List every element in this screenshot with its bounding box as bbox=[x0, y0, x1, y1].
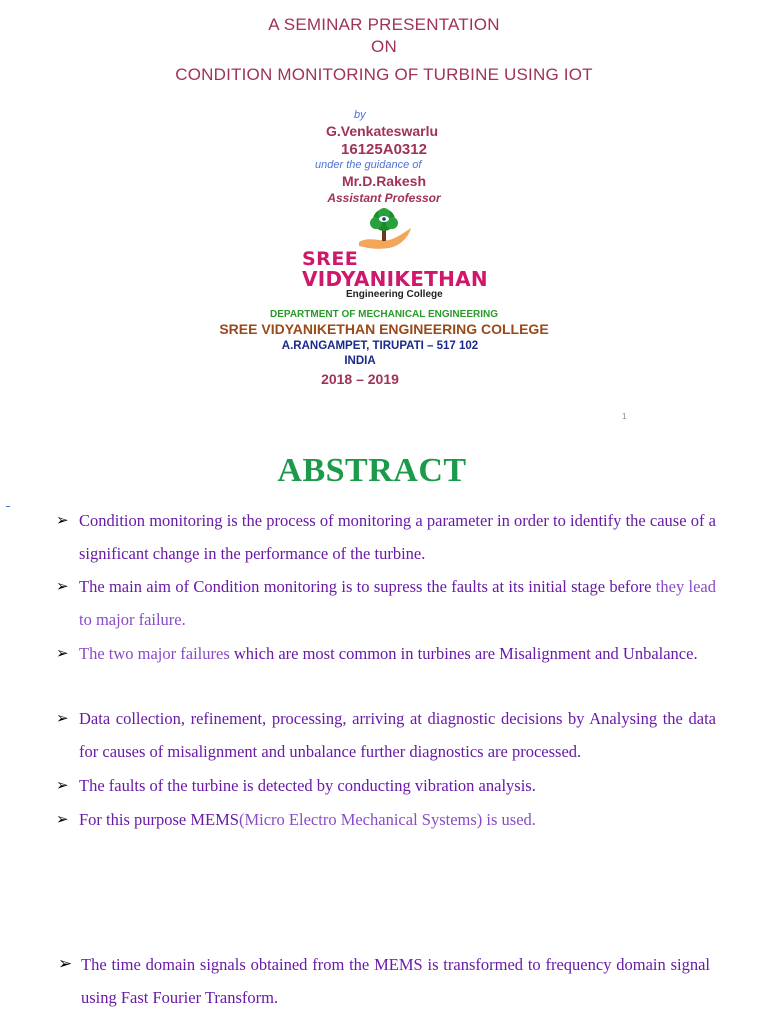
arrow-bullet-icon: ➢ bbox=[56, 709, 69, 727]
title-line-2: ON bbox=[371, 37, 397, 56]
college-address: A.RANGAMPET, TIRUPATI – 517 102 bbox=[281, 340, 479, 352]
margin-mark bbox=[6, 506, 10, 507]
abstract-bullet-3 bbox=[56, 637, 716, 670]
title-line-3: CONDITION MONITORING OF TURBINE USING IOT bbox=[175, 65, 593, 84]
abstract-bullet-5 bbox=[56, 769, 716, 802]
logo-word-vidyanikethan: VIDYANIKETHAN bbox=[302, 267, 488, 291]
bullet-text: Data collection, refinement, processing, arriving at diagnostic decisions by Analysing the data for causes of misalignment and unbalance further diagnostics are processed. bbox=[79, 709, 716, 761]
bullet-text bbox=[79, 570, 716, 636]
title-line-1: A SEMINAR PRESENTATION bbox=[268, 15, 500, 34]
bullet-text-part: (Micro Electro Mechanical Systems) is used. bbox=[238, 810, 536, 829]
roll-number: 16125A0312 bbox=[341, 141, 427, 158]
bullet-text-part: they lead to major failure. bbox=[79, 577, 717, 629]
abstract-bullet-6 bbox=[56, 803, 716, 836]
abstract-bullet-7 bbox=[58, 948, 710, 1014]
abstract-heading: ABSTRACT bbox=[277, 452, 467, 489]
college-name: SREE VIDYANIKETHAN ENGINEERING COLLEGE bbox=[219, 321, 549, 337]
logo-subtitle: Engineering College bbox=[346, 289, 443, 300]
abstract-bullet-1 bbox=[56, 504, 716, 570]
abstract-bullet-2 bbox=[56, 570, 716, 636]
page-number: 1 bbox=[622, 412, 627, 421]
academic-years: 2018 – 2019 bbox=[321, 371, 399, 387]
department: DEPARTMENT OF MECHANICAL ENGINEERING bbox=[270, 309, 498, 320]
bullet-text-part: For this purpose MEMS bbox=[79, 810, 239, 829]
bullet-text-part: which are most common in turbines are Misalignment and Unbalance. bbox=[229, 644, 698, 663]
tree-in-hand-icon bbox=[355, 206, 415, 254]
arrow-bullet-icon: ➢ bbox=[56, 511, 69, 529]
logo-word-sree: SREE bbox=[302, 248, 359, 270]
arrow-bullet-icon: ➢ bbox=[56, 577, 69, 595]
guide-name: Mr.D.Rakesh bbox=[341, 173, 427, 189]
bullet-text: The faults of the turbine is detected by conducting vibration analysis. bbox=[79, 776, 536, 795]
student-name: G.Venkateswarlu bbox=[325, 123, 439, 139]
bullet-text bbox=[79, 803, 716, 836]
bullet-text-part: The two major failures bbox=[79, 644, 230, 663]
guidance-label: under the guidance of bbox=[315, 159, 422, 171]
bullet-text: Condition monitoring is the process of monitoring a parameter in order to identify the cause of a significant change in the performance of the turbine. bbox=[79, 511, 716, 563]
guide-designation: Assistant Professor bbox=[327, 191, 441, 205]
country: INDIA bbox=[344, 355, 376, 367]
arrow-bullet-icon: ➢ bbox=[58, 954, 73, 974]
bullet-text: The time domain signals obtained from the MEMS is transformed to frequency domain signal using Fast Fourier Transform. bbox=[81, 955, 710, 1007]
bullet-text-part: The main aim of Condition monitoring is to supress the faults at its initial stage before bbox=[79, 577, 656, 596]
arrow-bullet-icon: ➢ bbox=[56, 644, 69, 662]
abstract-bullet-4 bbox=[56, 702, 716, 768]
bullet-text bbox=[79, 637, 716, 670]
arrow-bullet-icon: ➢ bbox=[56, 776, 69, 794]
arrow-bullet-icon: ➢ bbox=[56, 810, 69, 828]
by-label: by bbox=[354, 109, 366, 121]
